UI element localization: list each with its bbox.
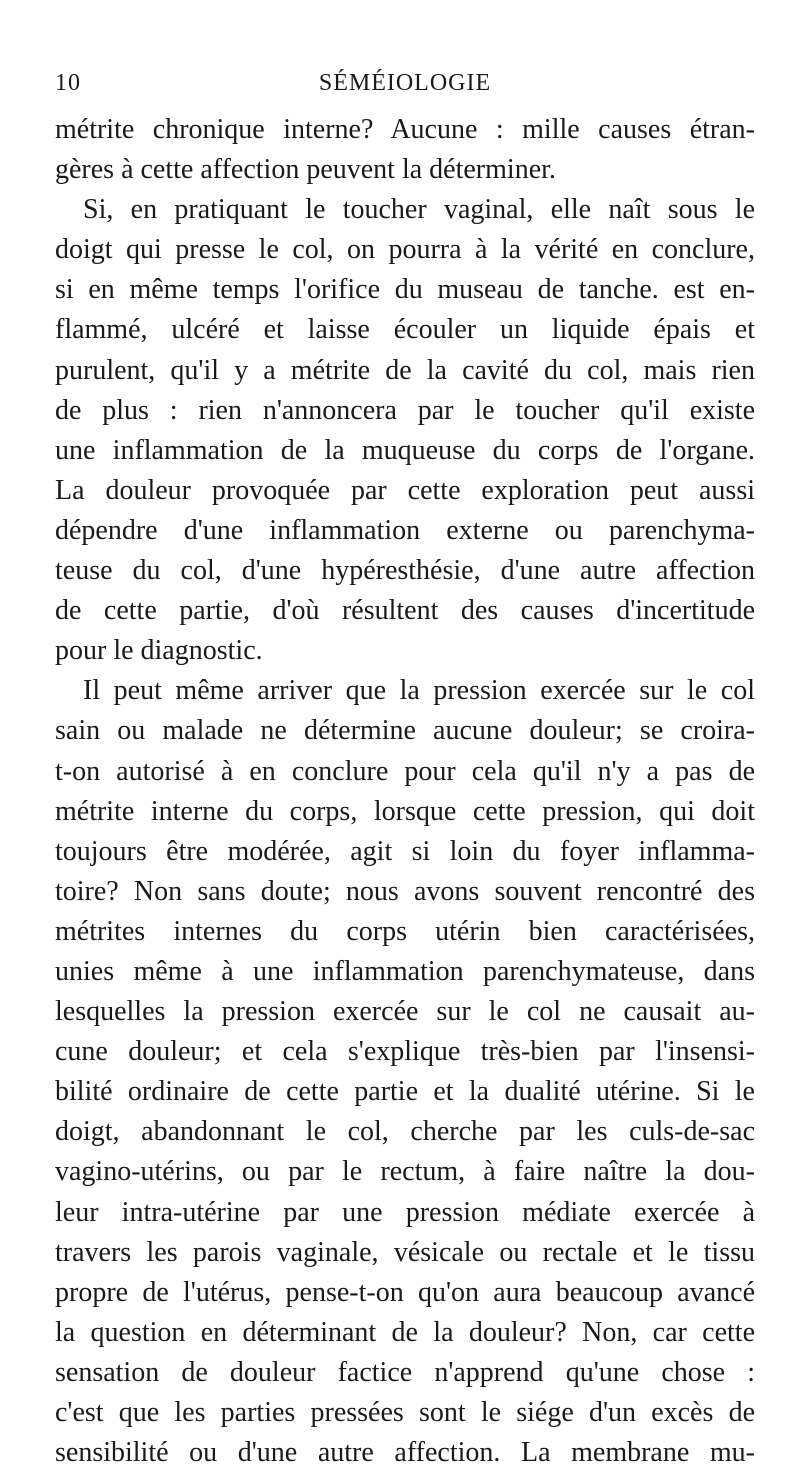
text-line: flammé, ulcéré et laisse écouler un liquide épais et (55, 314, 755, 346)
text-line: dépendre d'une inflammation externe ou parenchyma- (55, 514, 755, 546)
text-line: cune douleur; et cela s'explique très-bien par l'insensi- (55, 1036, 755, 1068)
text-line: purulent, qu'il y a métrite de la cavité du col, mais rien (55, 354, 755, 386)
running-head (55, 70, 755, 100)
text-line: vagino-utérins, ou par le rectum, à faire naître la dou- (55, 1156, 755, 1188)
text-line: toujours être modérée, agit si loin du foyer inflamma- (55, 835, 755, 867)
text-line: teuse du col, d'une hypéresthésie, d'une autre affection (55, 555, 755, 587)
text-line: pour le diagnostic. (55, 635, 263, 667)
page-number: 10 (55, 70, 81, 96)
text-line: Si, en pratiquant le toucher vaginal, elle naît sous le (83, 194, 755, 226)
text-line: la question en déterminant de la douleur? Non, car cette (55, 1316, 755, 1348)
text-line: de plus : rien n'annoncera par le toucher qu'il existe (55, 394, 755, 426)
text-line: travers les parois vaginale, vésicale ou rectale et le tissu (55, 1236, 755, 1268)
text-line: doigt qui presse le col, on pourra à la vérité en conclure, (55, 234, 755, 266)
text-line: propre de l'utérus, pense-t-on qu'on aura beaucoup avancé (55, 1276, 755, 1308)
text-line: une inflammation de la muqueuse du corps de l'organe. (55, 434, 755, 466)
text-line: lesquelles la pression exercée sur le col ne causait au- (55, 996, 755, 1028)
text-line: métrite chronique interne? Aucune : mille causes étran- (55, 114, 755, 145)
text-line: unies même à une inflammation parenchymateuse, dans (55, 955, 755, 987)
text-line: Il peut même arriver que la pression exercée sur le col (83, 675, 755, 707)
text-line: si en même temps l'orifice du museau de tanche. est en- (55, 274, 755, 306)
text-line: de cette partie, d'où résultent des causes d'incertitude (55, 595, 755, 627)
text-line: t-on autorisé à en conclure pour cela qu'il n'y a pas de (55, 755, 755, 787)
text-line: toire? Non sans doute; nous avons souvent rencontré des (55, 875, 755, 907)
text-line: gères à cette affection peuvent la déterminer. (55, 154, 556, 186)
text-line: La douleur provoquée par cette exploration peut aussi (55, 474, 755, 506)
text-line: métrite interne du corps, lorsque cette pression, qui doit (55, 795, 755, 827)
text-line: c'est que les parties pressées sont le siége d'un excès de (55, 1397, 755, 1428)
body-text (55, 110, 755, 1473)
running-title: SÉMÉIOLOGIE (318, 70, 492, 96)
text-line: sain ou malade ne détermine aucune douleur; se croira- (55, 715, 755, 747)
text-line: bilité ordinaire de cette partie et la dualité utérine. Si le (55, 1076, 755, 1108)
text-line: doigt, abandonnant le col, cherche par les culs-de-sac (55, 1116, 755, 1148)
text-line: métrites internes du corps utérin bien caractérisées, (55, 915, 755, 947)
text-line: sensation de douleur factice n'apprend qu'une chose : (55, 1356, 755, 1388)
text-line: leur intra-utérine par une pression médiate exercée à (55, 1196, 755, 1228)
text-line: sensibilité ou d'une autre affection. La membrane mu- (55, 1437, 755, 1469)
